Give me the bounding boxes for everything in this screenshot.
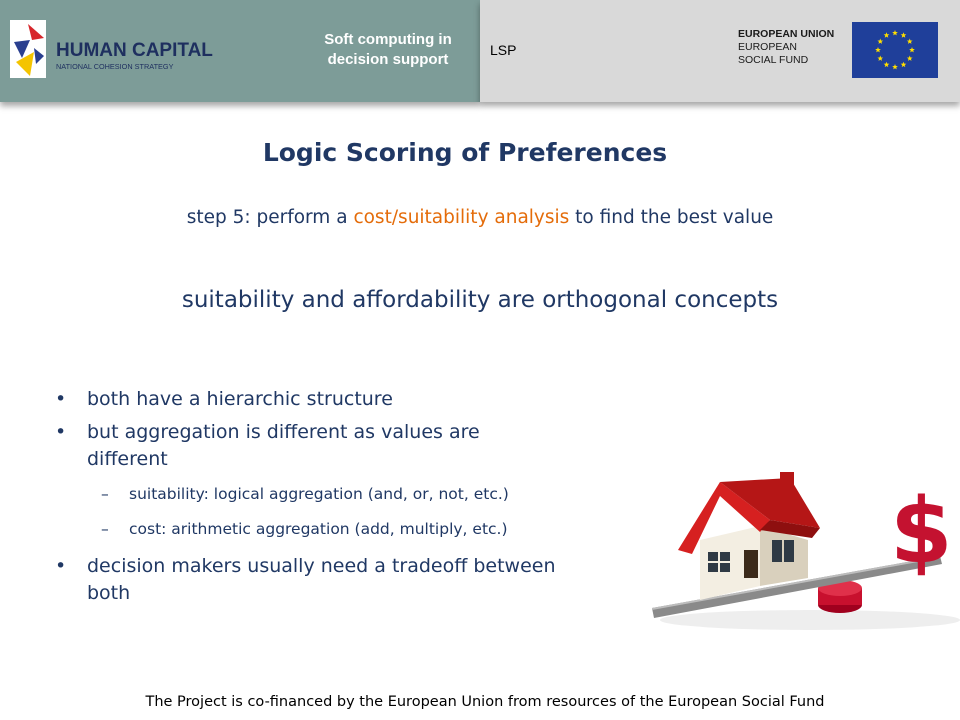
topic-label: LSP (490, 42, 517, 58)
logo-text-main: HUMAN CAPITAL (56, 40, 213, 61)
slide-title: Logic Scoring of Preferences (262, 138, 668, 167)
svg-text:$: $ (890, 479, 953, 584)
footer-text: The Project is co-financed by the European Union from resources of the European Social Fund (145, 694, 825, 710)
house-and-dollar-seesaw-icon (640, 470, 960, 690)
sub-bullet-text: cost: arithmetic aggregation (add, multiply, etc.) (129, 520, 508, 538)
bullet-glyph: • (55, 555, 67, 577)
eu-text-line2: EUROPEAN (738, 41, 797, 53)
step-suffix: to find the best value (569, 207, 774, 228)
eu-flag-icon (852, 22, 938, 78)
sub-bullet-item (55, 518, 615, 540)
bullet-text: decision makers usually need a tradeoff between both (87, 555, 556, 604)
eu-text-line1: EUROPEAN UNION (738, 28, 835, 40)
sub-bullet-item (55, 483, 615, 505)
bullet-item (55, 386, 615, 413)
sub-bullet-text: suitability: logical aggregation (and, or, not, etc.) (129, 485, 509, 503)
course-title (300, 30, 476, 70)
bullet-text: both have a hierarchic structure (87, 388, 393, 410)
bullet-glyph: • (55, 388, 67, 410)
bullet-list (55, 386, 615, 613)
dash-glyph: – (101, 520, 109, 538)
dash-glyph: – (101, 485, 109, 503)
step-prefix: step 5: perform a (186, 207, 354, 228)
bullet-item (55, 419, 557, 473)
course-title-line1: Soft computing in (324, 31, 452, 48)
bullet-item (55, 553, 557, 607)
logo-text-sub: NATIONAL COHESION STRATEGY (56, 62, 174, 71)
bullet-glyph: • (55, 421, 67, 443)
human-capital-logo (8, 18, 218, 86)
bullet-text: but aggregation is different as values are different (87, 421, 480, 470)
step-line (0, 207, 960, 228)
step-highlight: cost/suitability analysis (353, 207, 570, 228)
header-left-band (0, 0, 480, 102)
eu-text-line3: SOCIAL FUND (738, 54, 809, 66)
eu-logo-text (738, 28, 834, 67)
slide-subtitle: suitability and affordability are orthogonal concepts (181, 287, 779, 313)
course-title-line2: decision support (327, 51, 449, 68)
